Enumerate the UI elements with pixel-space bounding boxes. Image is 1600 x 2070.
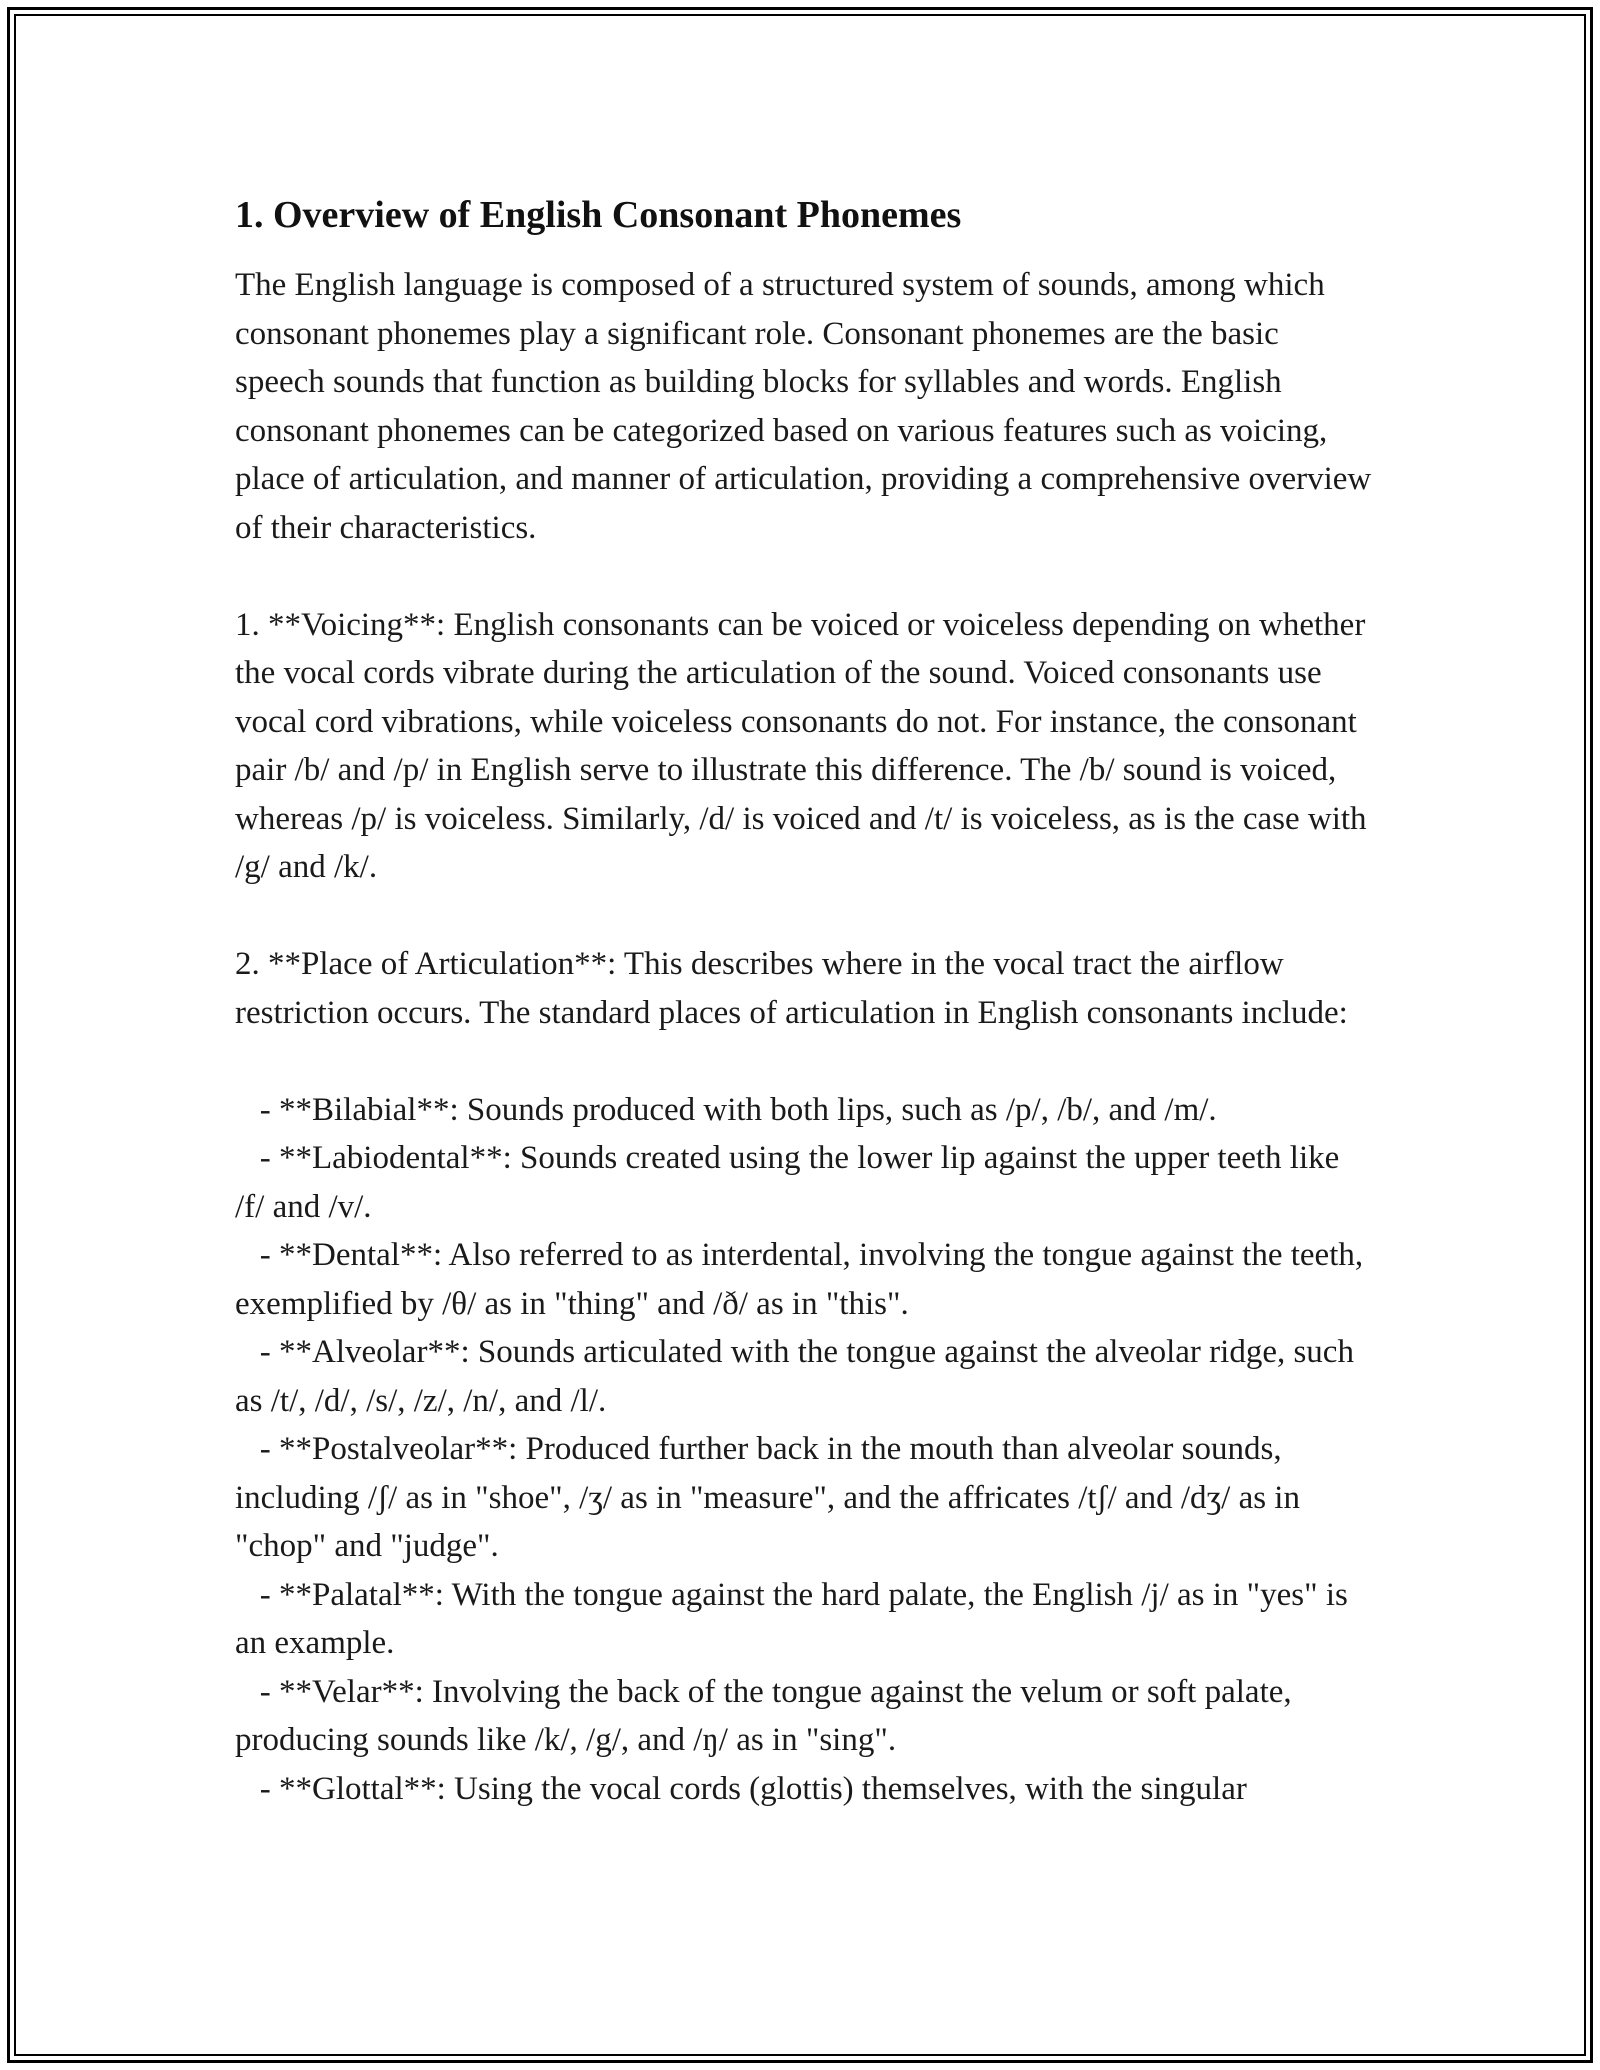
place-item-postalveolar: - **Postalveolar**: Produced further back in the mouth than alveolar sounds, including /ʃ/ as in "shoe", /ʒ/ as in "measure", and the affricates /tʃ/ and /dʒ/ as in "chop" and "judge". <box>235 1431 1309 1564</box>
paragraph-gap <box>235 892 1375 941</box>
place-item-palatal: - **Palatal**: With the tongue against the hard palate, the English /j/ as in "yes" is an example. <box>235 1576 1357 1661</box>
place-item-dental: - **Dental**: Also referred to as interdental, involving the tongue against the teeth, exemplified by /θ/ as in "thing" and /ð/ as in "this". <box>235 1237 1372 1322</box>
intro-paragraph: The English language is composed of a structured system of sounds, among which consonant phonemes play a significant role. Consonant phonemes are the basic speech sounds that function as building blocks for syllables and words. English consonant phonemes can be categorized based on various features such as voicing, place of articulation, and manner of articulation, providing a comprehensive overview of their characteristics. <box>235 267 1380 546</box>
place-item-velar: - **Velar**: Involving the back of the tongue against the velum or soft palate, producing sounds like /k/, /g/, and /ŋ/ as in "sing". <box>235 1673 1300 1758</box>
place-item-alveolar: - **Alveolar**: Sounds articulated with the tongue against the alveolar ridge, such as /t/, /d/, /s/, /z/, /n/, and /l/. <box>235 1334 1363 1419</box>
paragraph-gap <box>235 1037 1375 1086</box>
place-item-labiodental: - **Labiodental**: Sounds created using the lower lip against the upper teeth like /f/ and /v/. <box>235 1140 1348 1225</box>
paragraph-gap <box>235 552 1375 601</box>
place-item-glottal: - **Glottal**: Using the vocal cords (glottis) themselves, with the singular <box>235 1770 1247 1807</box>
section-heading: 1. Overview of English Consonant Phonemes <box>235 194 962 236</box>
place-item-bilabial: - **Bilabial**: Sounds produced with both lips, such as /p/, /b/, and /m/. <box>235 1091 1217 1128</box>
place-of-articulation-paragraph: 2. **Place of Articulation**: This describes where in the vocal tract the airflow restriction occurs. The standard places of articulation in English consonants include: <box>235 946 1348 1031</box>
voicing-paragraph: 1. **Voicing**: English consonants can be voiced or voiceless depending on whether the vocal cords vibrate during the articulation of the sound. Voiced consonants use vocal cord vibrations, while voiceless consonants do not. For instance, the consonant pair /b/ and /p/ in English serve to illustrate this difference. The /b/ sound is voiced, whereas /p/ is voiceless. Similarly, /d/ is voiced and /t/ is voiceless, as is the case with /g/ and /k/. <box>235 606 1375 885</box>
document-body <box>235 180 1380 1813</box>
